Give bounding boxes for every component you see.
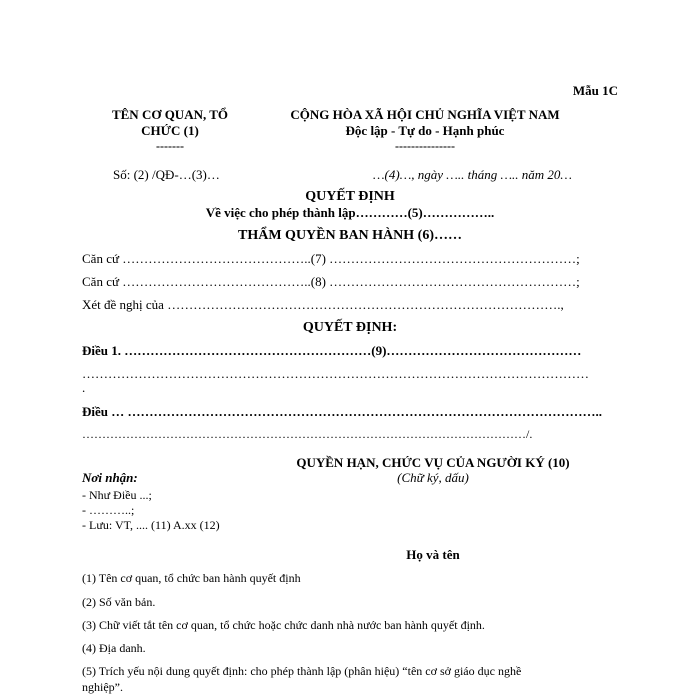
- recipient-item: - Như Điều ...;: [82, 488, 152, 502]
- nation-title: CỘNG HÒA XÃ HỘI CHỦ NGHĨA VIỆT NAM: [290, 107, 560, 122]
- article-1-text: Điều 1. …………………………………………………(9)………………………………………: [82, 343, 582, 358]
- decision-title: QUYẾT ĐỊNH: [305, 189, 395, 204]
- proposal-line: Xét đề nghị của ……………………………………………………………………………….,: [82, 297, 564, 312]
- note-item: (3) Chữ viết tắt tên cơ quan, tổ chức hoặc chức danh nhà nước ban hành quyết định.: [82, 618, 485, 632]
- article-n-text: Điều … ………………………………………………………………………………………………..: [82, 404, 602, 419]
- place-date: …(4)…, ngày ….. tháng ….. năm 20…: [373, 167, 572, 182]
- signer-name: Họ và tên: [406, 547, 460, 562]
- signer-title: QUYỀN HẠN, CHỨC VỤ CỦA NGƯỜI KÝ (10): [296, 455, 570, 470]
- form-code: Mẫu 1C: [572, 83, 618, 98]
- org-name-line1: TÊN CƠ QUAN, TỔ: [111, 107, 229, 122]
- note-item: (2) Số văn bản.: [82, 595, 156, 609]
- recipients-heading: Nơi nhận:: [82, 470, 138, 485]
- article-1-continuation: ………………………………………………………………………………………………………: [82, 366, 589, 381]
- recipient-item: - ………..;: [82, 503, 135, 517]
- org-name-line2: CHỨC (1): [141, 123, 199, 138]
- note-item: (1) Tên cơ quan, tổ chức ban hành quyết định: [82, 571, 301, 585]
- org-divider: -------: [156, 139, 184, 153]
- note-item: nghiệp”.: [82, 680, 123, 694]
- issuing-authority: THẨM QUYỀN BAN HÀNH (6)……: [238, 228, 462, 243]
- article-1-end: .: [82, 380, 86, 395]
- recipient-item: - Lưu: VT, .... (11) A.xx (12): [82, 518, 220, 532]
- article-n: [82, 404, 622, 420]
- basis-line: Căn cứ ……………………………………..(8) …………………………………………………;: [82, 274, 580, 289]
- doc-number: Số: (2) /QĐ-…(3)…: [113, 167, 220, 182]
- motto: Độc lập - Tự do - Hạnh phúc: [345, 123, 505, 138]
- article-1: [82, 343, 622, 359]
- article-n-continuation: …………………………………………………………………………………………………/.: [82, 427, 533, 441]
- note-item: (5) Trích yếu nội dung quyết định: cho phép thành lập (phân hiệu) “tên cơ sở giáo dục nghề: [82, 664, 522, 678]
- basis-line: Căn cứ ……………………………………..(7) …………………………………………………;: [82, 251, 580, 266]
- signer-note: (Chữ ký, dấu): [397, 470, 469, 485]
- note-item: (4) Địa danh.: [82, 641, 146, 655]
- decide-heading: QUYẾT ĐỊNH:: [302, 320, 398, 335]
- motto-divider: ---------------: [395, 139, 455, 153]
- decision-subject: Về việc cho phép thành lập…………(5)……………..: [205, 205, 495, 220]
